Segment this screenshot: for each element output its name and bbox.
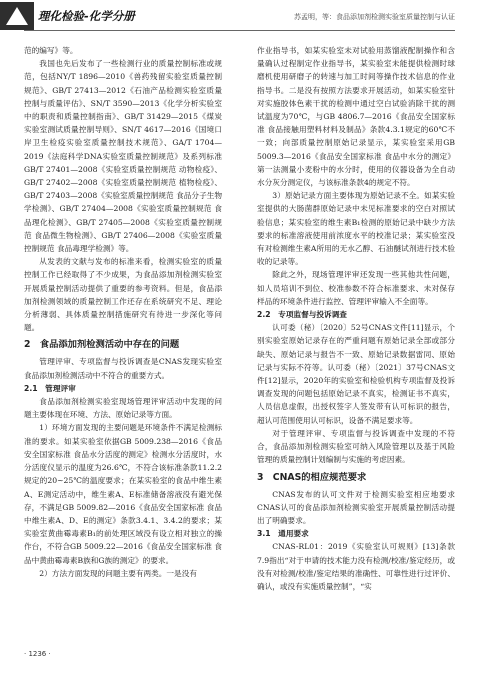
paragraph: 范的编写》等。 [24,46,78,55]
subsection-heading: 3.1 通用要求 [257,529,309,539]
paragraph: 食品添加剂检测实验室现场管理评审活动中发现的问题主要体现在环境、方法、原始记录等方面。 [24,397,222,420]
header-divider [24,30,455,31]
paragraph: 除此之外，现场管理评审还发现一些其他共性问题，如人员培训不到位、校准参数不符合标准要求、未对保存样品的环境条件进行监控、管理评审输入不全面等。 [257,270,455,306]
left-column [24,44,222,580]
paragraph: 3）原始记录方面主要体现为原始记录不全。如某实验室提供的大肠菌群原始记录中未见标准要求的空白对照试验信息；某实验室的维生素B₁检测的原始记录中缺少方法要求的标准溶液使用前浓度水平的校准记录；某实验室没有对检测维生素A所用的无水乙醇、石油醚试剂进行技术验收的记录等。 [257,191,455,267]
paragraph: 认可委（秘）〔2020〕52号CNAS文件[11]显示，个别实验室原始记录存在的严重问题有原始记录全部或部分缺失、原始记录与报告不一致、原始记录数据雷同、原始记录与实际不符等。认可委（秘）〔2021〕37号CNAS文件[12]显示，2020年的实验室和检验机构专项监督及投诉调查发现的问题包括原始记录不真实，检测证书不真实，人员信息虚假，出授权签字人签发带有认可标识的报告，超认可范围使用认可标识，设备不满足要求等。 [257,323,455,425]
paragraph: CNAS发布的认可文件对于检测实验室相应地要求CNAS认可的食品添加剂检测实验室开展质量控制活动提出了明确要求。 [257,489,455,525]
paragraph: 从发表的文献与发布的标准来看，检测实验室的质量控制工作已经取得了不少成果，为食品添加剂检测实验室开展质量控制活动提供了重要的参考资料。但是，食品添加剂检测领域的质量控制工作还存在系统研究不足、理论分析薄弱、具体质量控制措施研究有待进一步深化等问题。 [24,257,222,333]
paragraph: CNAS-RL01：2019《实验室认可规则》[13]条款7.9指出“对于申请的技术能力没有检测/校准/鉴定经历，或没有对检测/校准/鉴定结果的准确性、可靠性进行过评价、确认，或没有实施质量控制”，“实 [257,542,455,591]
journal-name: 理化检验-化学分册 [38,9,135,23]
paragraph: 我国也先后发布了一些检测行业的质量控制标准或规范，包括NY/T 1896—2010《兽药残留实验室质量控制规范》、GB/T 27413—2012《石油产品检测实验室质量控制与质量评估》、SN/T 3590—2013《化学分析实验室中的职责和质量控制指南》、GB/T 31429—2015《煤炭实验室测试质量控制导则》、SN/T 4617—2016《国境口岸卫生检疫实验室质量控制技术规范》、GA/T 1704—2019《法庭科学DNA实验室质量控制规范》及系列标准GB/T 27401—2008《实验室质量控制规范 动物检疫》、GB/T 27402—2008《实验室质量控制规范 植物检疫》、GB/T 27403—2008《实验室质量控制规范 食品分子生物学检测》、GB/T 27404—2008《实验室质量控制规范 食品理化检测》、GB/T 27405—2008《实验室质量控制规范 食品微生物检测》、GB/T 27406—2008《实验室质量控制规范 食品毒理学检测》等。 [24,59,222,254]
section-heading: 3 CNAS的相应规范要求 [257,471,367,483]
paragraph: 对于管理评审、专项监督与投诉调查中发现的不符合，食品添加剂检测实验室可纳入风险管理以及基于风险管理的质量控制计划编制与实施的考虑因素。 [257,428,455,465]
journal-logo-icon [0,2,34,30]
running-head: 苏孟明，等：食品添加剂检测实验室质量控制与认证 [294,13,455,21]
paragraph: 2）方法方面发现的问题主要有两类。一是没有 [39,568,197,578]
page-header [0,0,480,36]
subsection-heading: 2.1 管理评审 [24,383,76,393]
section-heading: 2 食品添加剂检测活动中存在的问题 [24,339,180,351]
subsection-heading: 2.2 专项监督与投诉调查 [257,310,347,320]
paragraph: 1）环境方面发现的主要问题是环境条件不满足检测标准的要求。如某实验室依据GB 5009.238—2016《食品安全国家标准 食品水分活度的测定》检测水分活度时，水分活度仪显示的温度为26.6℃，不符合该标准条款11.2.2规定的20~25℃的温度要求；在某实验室的食品中维生素A、E测定活动中，维生素A、E标准储备溶液没有避光保存，不满足GB 5009.82—2016《食品安全国家标准 食品中维生素A、D、E的测定》条款3.4.1、3.4.2的要求；某实验室黄曲霉毒素B₁的前处理区域没有设立相对独立的操作台，不符合GB 5009.22—2016《食品安全国家标准 食品中黄曲霉毒素B族和G族的测定》的要求。 [24,423,222,565]
page-number: · 1236 · [24,650,51,658]
paragraph: 管理评审、专项监督与投诉调查是CNAS发现实验室食品添加剂检测活动中不符合的重要方式。 [24,357,222,380]
paragraph: 作业指导书，如某实验室未对试验用蒸馏液配制操作和含量确认过程制定作业指导书，某实验室未能提供检测时球磨机使用研磨子的转速与加工时间等操作技术信息的作业指导书。二是没有按照方法要求开展活动，如某实验室针对实施胶体色素干扰的检测中通过空白试验消除干扰的测试温度为70℃，与GB 4806.7—2016《食品安全国家标准 食品接触用塑料材料及制品》条款4.3.1规定的60℃不一致；向部质量控制原始记录显示，某实验室采用GB 5009.3—2016《食品安全国家标准 食品中水分的测定》第一法测量小麦粉中的水分时，使用的仪器设备为全自动水分灰分测定仪，与该标准条款4的规定不符。 [257,46,455,188]
right-column [257,44,455,593]
